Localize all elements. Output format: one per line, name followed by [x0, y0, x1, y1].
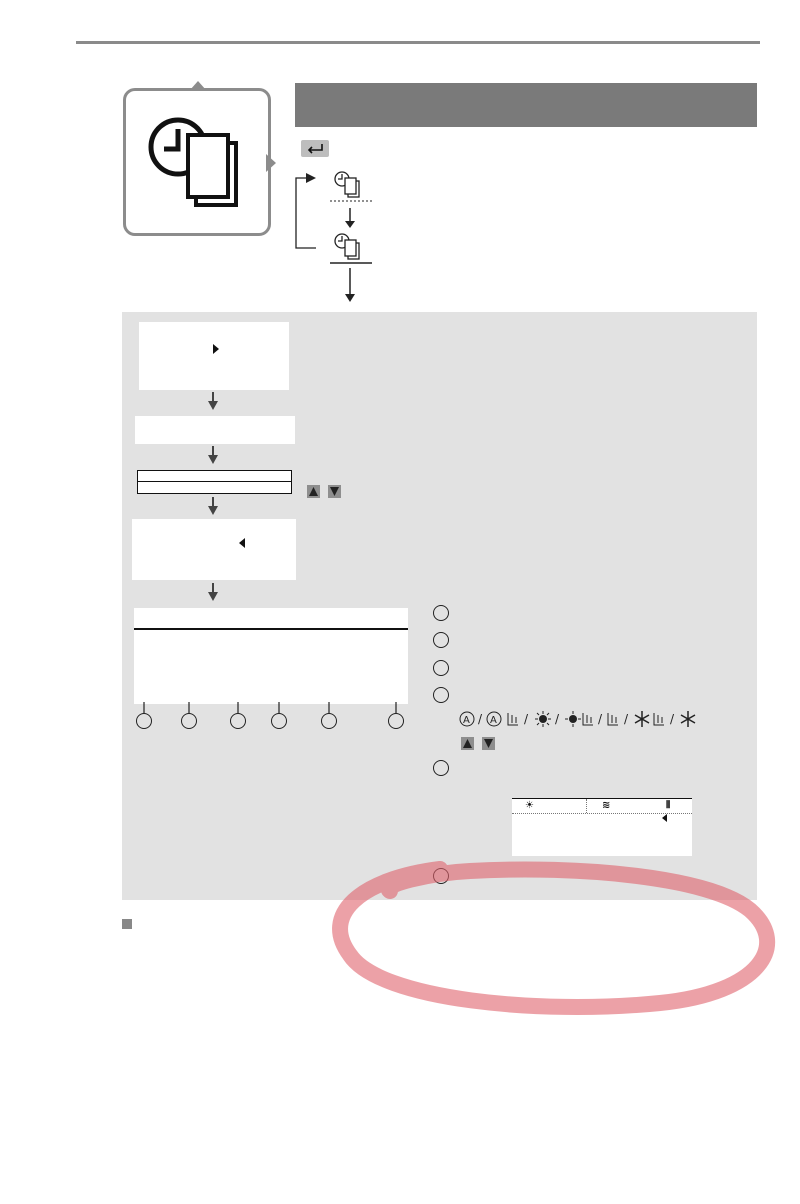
step-2 [433, 632, 455, 652]
up-button-icon [307, 485, 320, 498]
svg-text:/: / [624, 712, 629, 726]
marker-6 [388, 713, 404, 729]
zone-temp-screen [512, 798, 692, 856]
arrow-right-icon [266, 154, 276, 172]
press-instruction [296, 140, 334, 157]
patterns-not-set-screen [132, 519, 296, 580]
svg-text:A: A [463, 715, 470, 726]
note-title [122, 916, 136, 933]
selector-arrow-icon [213, 344, 219, 354]
svg-text:/: / [524, 712, 529, 726]
selector-arrow-icon [239, 538, 245, 548]
arrow-down-icon [208, 401, 218, 410]
edit-question-screen [139, 322, 289, 390]
instruction-banner [295, 83, 757, 127]
timer-off-icon [335, 172, 359, 197]
enter-key-icon [301, 140, 329, 157]
day-select-screen [137, 470, 292, 494]
mode-hint [459, 735, 497, 752]
step-1 [433, 605, 455, 625]
step-4 [433, 687, 455, 707]
step-6 [433, 868, 455, 888]
marker-2 [181, 713, 197, 729]
down-button-icon [482, 737, 495, 750]
selector-arrow-icon [662, 814, 667, 822]
svg-text:A: A [490, 715, 497, 726]
marker-5 [321, 713, 337, 729]
marker-leader-lines [134, 700, 414, 714]
pattern-schedule-screen [134, 608, 408, 704]
timer-menu-screen [135, 416, 295, 444]
arrow-down-icon [208, 506, 218, 515]
weekly-timer-icon [126, 91, 268, 233]
svg-text:/: / [555, 712, 560, 726]
tank-icon: ⫴ [666, 800, 671, 811]
operation-mode-icons [458, 709, 728, 729]
up-button-icon [461, 737, 474, 750]
arrow-down-icon [208, 592, 218, 601]
weekly-timer-icon-box[interactable] [123, 88, 271, 236]
svg-text:/: / [598, 712, 603, 726]
step-5 [433, 760, 459, 796]
toggle-flow-diagram [290, 168, 380, 308]
marker-3 [230, 713, 246, 729]
step-3 [433, 660, 455, 680]
timer-on-icon [335, 234, 359, 259]
marker-4 [271, 713, 287, 729]
down-button-icon [328, 485, 341, 498]
arrow-down-icon [208, 455, 218, 464]
square-bullet-icon [122, 919, 132, 929]
floor-heat-icon: ≋ [602, 800, 611, 811]
marker-1 [136, 713, 152, 729]
top-rule [76, 41, 760, 44]
svg-text:/: / [478, 712, 483, 726]
sun-icon: ☀ [525, 800, 534, 811]
example-text [305, 483, 343, 500]
svg-text:/: / [670, 712, 675, 726]
